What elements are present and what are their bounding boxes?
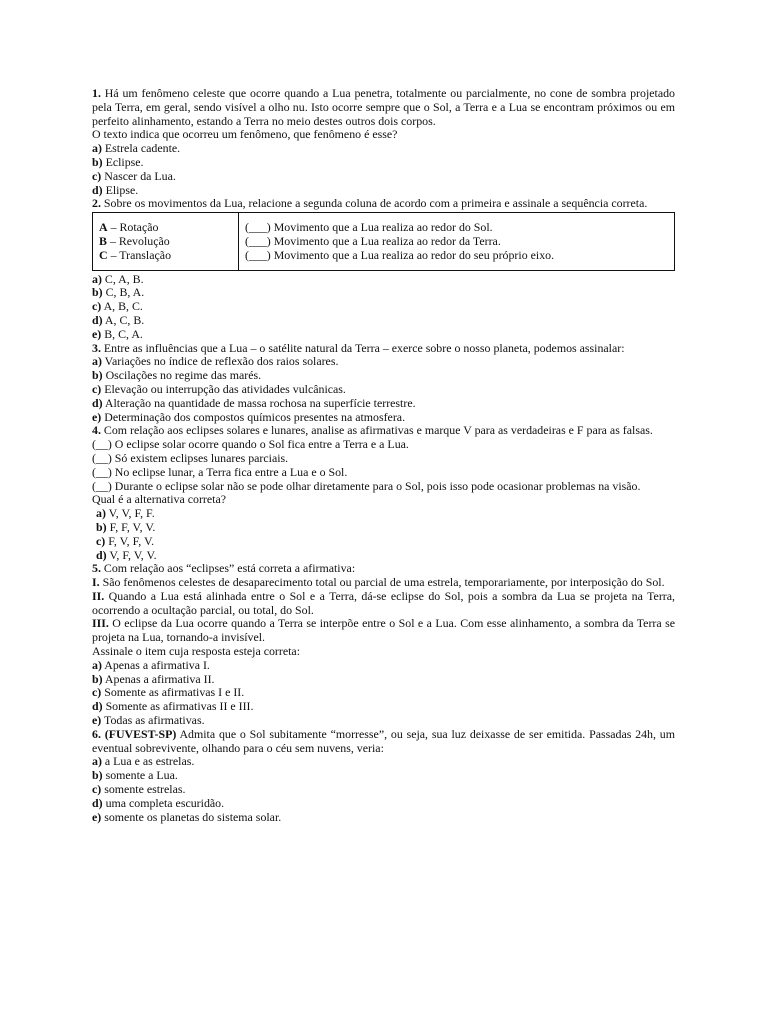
matching-table (92, 212, 675, 270)
question-6-options (92, 755, 675, 824)
description-2[interactable]: (___) Movimento que a Lua realiza ao redor da Terra. (245, 233, 501, 248)
option-e[interactable]: e) B, C, A. (92, 326, 143, 341)
option-c[interactable]: c) Elevação ou interrupção das atividades vulcânicas. (92, 381, 346, 396)
question-6 (92, 728, 675, 825)
question-number: 5. (92, 561, 101, 576)
table-row (93, 213, 675, 270)
question-3 (92, 342, 675, 425)
question-1 (92, 87, 675, 197)
question-2-text (92, 197, 675, 211)
option-e[interactable]: e) Todas as afirmativas. (92, 713, 205, 728)
option-b[interactable]: b) Eclipse. (92, 154, 144, 169)
question-number: 2. (92, 196, 101, 211)
question-1-options (92, 142, 675, 197)
question-5-options (92, 659, 675, 728)
term-b: B – Revolução (99, 233, 170, 248)
option-d[interactable]: d) uma completa escuridão. (92, 795, 225, 810)
question-4-statements (92, 438, 675, 493)
question-2-options (92, 273, 675, 342)
option-d[interactable]: d) Somente as afirmativas II e III. (92, 699, 254, 714)
question-1-prompt: O texto indica que ocorreu um fenômeno, que fenômeno é esse? (92, 127, 398, 142)
option-e[interactable]: e) somente os planetas do sistema solar. (92, 809, 282, 824)
description-1[interactable]: (___) Movimento que a Lua realiza ao redor do Sol. (245, 220, 493, 235)
term-a: A – Rotação (99, 220, 159, 235)
question-1-text (92, 87, 675, 128)
question-5-statements (92, 576, 675, 645)
question-source: (FUVEST-SP) (104, 726, 177, 741)
question-body: Entre as influências que a Lua – o satélite natural da Terra – exerce sobre o nosso planeta, podemos assinalar: (103, 340, 625, 355)
question-5 (92, 562, 675, 728)
option-c[interactable]: c) somente estrelas. (92, 782, 186, 797)
document-page (92, 87, 675, 824)
option-c[interactable]: c) F, V, F, V. (96, 533, 155, 548)
statement-2[interactable]: (__) Só existem eclipses lunares parciais. (92, 450, 289, 465)
option-a[interactable]: a) C, A, B. (92, 271, 144, 286)
question-3-options (92, 355, 675, 424)
question-6-text (92, 728, 675, 756)
question-number: 1. (92, 86, 101, 100)
option-a[interactable]: a) Apenas a afirmativa I. (92, 657, 210, 672)
question-body: Com relação aos eclipses solares e lunares, analise as afirmativas e marque V para as verdadeiras e F para as falsas. (103, 423, 653, 438)
option-b[interactable]: b) F, F, V, V. (96, 519, 156, 534)
question-4-text (92, 424, 675, 438)
option-a[interactable]: a) Variações no índice de reflexão dos raios solares. (92, 354, 339, 369)
option-b[interactable]: b) Oscilações no regime das marés. (92, 368, 262, 383)
statement-4[interactable]: (__) Durante o eclipse solar não se pode olhar diretamente para o Sol, pois isso pode ocasionar problemas na visão. (92, 478, 641, 493)
option-d[interactable]: d) Elipse. (92, 182, 139, 197)
option-a[interactable]: a) a Lua e as estrelas. (92, 754, 195, 769)
question-body: Com relação aos “eclipses” está correta a afirmativa: (103, 561, 356, 576)
option-c[interactable]: c) Somente as afirmativas I e II. (92, 685, 245, 700)
question-number: 6. (92, 726, 101, 741)
description-3[interactable]: (___) Movimento que a Lua realiza ao redor do seu próprio eixo. (245, 247, 555, 262)
column-2-descriptions (239, 213, 675, 270)
statement-iii: III. O eclipse da Lua ocorre quando a Terra se interpõe entre o Sol e a Lua. Com esse alinhamento, a sombra da Terra se projeta na Lua, tornando-a invisível. (92, 616, 675, 645)
question-5-prompt: Assinale o item cuja resposta esteja correta: (92, 644, 301, 659)
question-4 (92, 424, 675, 562)
question-number: 4. (92, 423, 101, 438)
statement-3[interactable]: (__) No eclipse lunar, a Terra fica entre a Lua e o Sol. (92, 464, 348, 479)
question-3-text (92, 342, 675, 356)
option-a[interactable]: a) V, V, F, F. (96, 506, 155, 521)
option-b[interactable]: b) C, B, A. (92, 285, 145, 300)
option-c[interactable]: c) A, B, C. (92, 299, 143, 314)
question-body: Admita que o Sol subitamente “morresse”, ou seja, sua luz deixasse de ser emitida. Passadas 24h, um eventual sobrevivente, olhando para o céu sem nuvens, veria: (92, 726, 675, 755)
question-body: Há um fenômeno celeste que ocorre quando a Lua penetra, totalmente ou parcialmente, no cone de sombra projetado pela Terra, em geral, sendo visível a olho nu. Isto ocorre sempre que o Sol, a Terra e a Lua se encontram próximos ou em perfeito alinhamento, estando a Terra no meio destes outros dois corpos. (92, 86, 675, 128)
question-4-options (92, 507, 675, 562)
statement-i: I. São fenômenos celestes de desaparecimento total ou parcial de uma estrela, temporariamente, por interposição do Sol. (92, 575, 665, 590)
option-d[interactable]: d) Alteração na quantidade de massa rochosa na superfície terrestre. (92, 395, 416, 410)
question-4-prompt: Qual é a alternativa correta? (92, 492, 227, 507)
question-5-text (92, 562, 675, 576)
question-number: 3. (92, 340, 101, 355)
option-e[interactable]: e) Determinação dos compostos químicos presentes na atmosfera. (92, 409, 406, 424)
option-b[interactable]: b) somente a Lua. (92, 768, 178, 783)
question-body: Sobre os movimentos da Lua, relacione a segunda coluna de acordo com a primeira e assinale a sequência correta. (103, 196, 648, 211)
statement-1[interactable]: (__) O eclipse solar ocorre quando o Sol fica entre a Terra e a Lua. (92, 437, 409, 452)
option-d[interactable]: d) V, F, V, V. (96, 547, 157, 562)
term-c: C – Translação (99, 247, 172, 262)
option-d[interactable]: d) A, C, B. (92, 312, 145, 327)
option-a[interactable]: a) Estrela cadente. (92, 141, 181, 156)
option-c[interactable]: c) Nascer da Lua. (92, 168, 176, 183)
statement-ii: II. Quando a Lua está alinhada entre o Sol e a Terra, dá-se eclipse do Sol, pois a sombra da Lua se projeta na Terra, ocorrendo a ocultação parcial, ou total, do Sol. (92, 588, 675, 617)
column-1-terms (93, 213, 239, 270)
question-2 (92, 197, 675, 341)
option-b[interactable]: b) Apenas a afirmativa II. (92, 671, 215, 686)
